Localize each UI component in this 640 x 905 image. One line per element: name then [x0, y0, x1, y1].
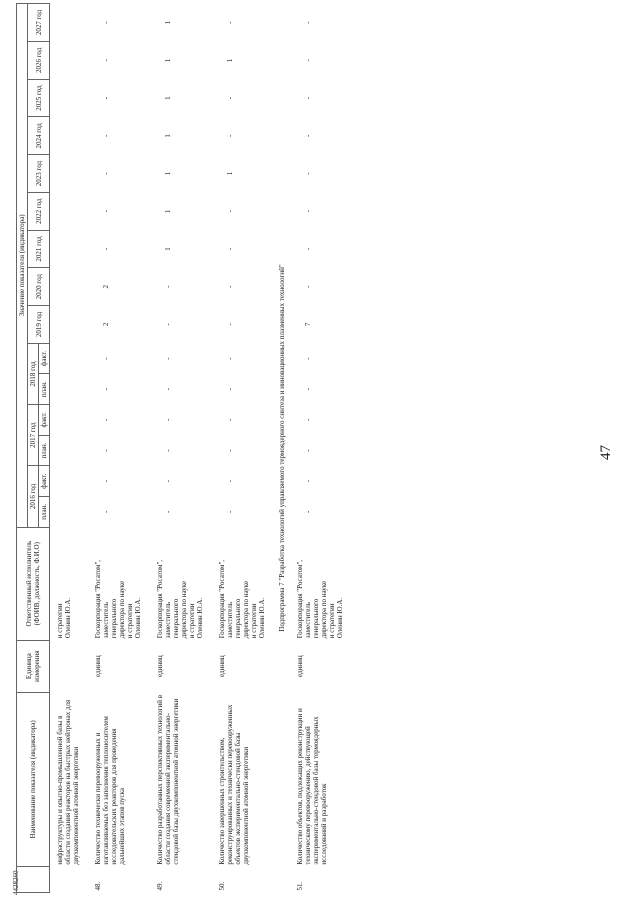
value-cell: -	[226, 357, 234, 360]
row-number: 48.	[94, 881, 102, 891]
value-cell: -	[102, 59, 110, 62]
header-year-2016: 2016 год	[28, 466, 39, 527]
responsible-cell: Госкорпорация "Росатом", заместитель генерального директора по науке и стратегии Оленин Ю.А.	[218, 559, 266, 639]
value-cell: -	[102, 247, 110, 251]
value-cell: 1	[164, 171, 172, 176]
value-cell	[50, 4, 89, 42]
row-number: 50.	[218, 881, 226, 891]
header-number	[17, 867, 50, 893]
value-cell: -	[102, 479, 110, 483]
value-cell: -	[102, 418, 110, 422]
value-cell: -	[102, 96, 110, 100]
value-cell: -	[164, 323, 172, 326]
value-cell: -	[304, 285, 312, 288]
value-cell: -	[102, 172, 110, 175]
value-cell: -	[226, 479, 234, 483]
value-cell	[50, 306, 89, 344]
value-cell: 1	[164, 134, 172, 138]
table-row	[50, 4, 89, 893]
header-plan: план.	[39, 374, 50, 405]
unit-cell: единиц	[218, 655, 226, 677]
unit-cell	[50, 640, 89, 692]
value-cell: -	[226, 247, 234, 251]
row-number: 49.	[156, 881, 164, 891]
header-plan: план.	[39, 496, 50, 527]
value-cell: -	[226, 285, 234, 288]
header-year: 2022 год	[28, 192, 50, 230]
header-unit: Единица измерения	[17, 640, 50, 692]
indicator-name: Количество разработанных перспективных технологий в области создания современной экспериментально-стендовой базы двухкомпонентной атомной энергетики	[156, 694, 180, 865]
header-year: 2021 год	[28, 230, 50, 268]
value-cell: -	[164, 418, 172, 422]
value-cell: -	[304, 449, 312, 452]
value-cell	[50, 405, 89, 436]
indicator-name: инфраструктуры и опытно-промышленной базы в области создания реакторов на быстрых нейтронах для двухкомпонентной атомной энергетики	[56, 699, 80, 865]
unit-cell: единиц	[156, 655, 164, 677]
header-year: 2023 год	[28, 155, 50, 193]
responsible-cell: Госкорпорация "Росатом", заместитель генерального директора по науке и стратегии Оленин Ю.А.	[156, 559, 204, 639]
value-cell: -	[226, 210, 234, 213]
value-cell	[50, 268, 89, 306]
value-cell	[50, 42, 89, 80]
value-cell: -	[164, 285, 172, 288]
row-number: 51.	[296, 881, 304, 891]
value-cell: 1	[164, 96, 172, 100]
header-year: 2024 год	[28, 117, 50, 155]
value-cell: -	[226, 134, 234, 137]
value-cell: -	[304, 510, 312, 513]
value-cell: -	[226, 418, 234, 422]
header-year: 2025 год	[28, 79, 50, 117]
value-cell: 1	[164, 209, 172, 213]
responsible-cell: и стратегии Оленин Ю.А.	[56, 597, 72, 639]
indicator-table	[16, 3, 352, 893]
header-fact: факт.	[39, 466, 50, 497]
value-cell: -	[164, 449, 172, 452]
value-cell: -	[304, 59, 312, 62]
value-cell: -	[304, 357, 312, 360]
value-cell: -	[164, 357, 172, 360]
value-cell: -	[102, 210, 110, 213]
table-row	[290, 4, 352, 893]
header-fact: факт.	[39, 405, 50, 436]
value-cell	[50, 155, 89, 193]
value-cell: -	[304, 172, 312, 175]
value-cell	[50, 496, 89, 527]
value-cell	[50, 192, 89, 230]
value-cell: -	[102, 449, 110, 452]
table-row	[150, 4, 212, 893]
header-year: 2026 год	[28, 42, 50, 80]
indicator-name: Количество технически перевооруженных и изготавливаемых без заполнения теплоносителем исследовательских реакторов для проведения дальнейших этапов пуска	[94, 716, 126, 865]
indicator-name: Количество объектов, подлежащих реконструкции и техническому перевооружению, действующей экспериментально-стендовой базы термоядерных исследований и разработок	[296, 708, 328, 865]
table-row	[88, 4, 150, 893]
indicator-name: Количество завершенных строительством, реконструированных и технически перевооруженных объектов экспериментально-стендовой базы двухкомпонентной атомной энергетики	[218, 704, 250, 865]
value-cell: 1	[164, 247, 172, 251]
value-cell: 7	[304, 322, 312, 327]
value-cell: -	[226, 388, 234, 391]
value-cell: -	[102, 134, 110, 137]
header-year-2017: 2017 год	[28, 405, 39, 466]
header-year-2018: 2018 год	[28, 343, 39, 404]
value-cell: 1	[164, 58, 172, 63]
header-year: 2019 год	[28, 306, 50, 344]
unit-cell: единиц	[94, 655, 102, 677]
value-cell	[50, 230, 89, 268]
value-cell: -	[226, 510, 234, 513]
header-fact: факт.	[39, 343, 50, 374]
value-cell: 1	[226, 58, 234, 63]
subprogram-row	[274, 4, 290, 893]
value-cell	[50, 374, 89, 405]
value-cell: -	[304, 96, 312, 100]
value-cell: -	[304, 210, 312, 213]
value-cell: -	[304, 388, 312, 391]
value-cell: -	[102, 357, 110, 360]
value-cell: -	[304, 21, 312, 24]
table-row	[212, 4, 274, 893]
value-cell: -	[164, 388, 172, 391]
value-cell: -	[304, 418, 312, 422]
responsible-cell: Госкорпорация "Росатом", заместитель генерального директора по науке и стратегии Оленин Ю.А.	[296, 559, 344, 639]
value-cell	[50, 79, 89, 117]
header-year: 2027 год	[28, 4, 50, 42]
header-plan: план.	[39, 435, 50, 466]
value-cell: -	[102, 21, 110, 24]
value-cell: -	[304, 479, 312, 483]
value-cell: -	[164, 510, 172, 513]
value-cell: 2	[102, 322, 110, 327]
value-cell: -	[226, 96, 234, 100]
value-cell: -	[102, 388, 110, 391]
value-cell: 1	[164, 20, 172, 25]
value-cell	[50, 343, 89, 374]
value-cell: 2	[102, 284, 110, 289]
value-cell: -	[304, 247, 312, 251]
unit-cell: единиц	[296, 655, 304, 677]
value-cell	[50, 435, 89, 466]
value-cell: -	[304, 134, 312, 137]
header-responsible: Ответственный исполнитель (ФОИВ, должность, Ф.И.О)	[17, 527, 50, 640]
responsible-cell: Госкорпорация "Росатом", заместитель генерального директора по науке и стратегии Оленин Ю.А.	[94, 559, 142, 639]
header-values: Значение показателя (индикатора)	[17, 4, 28, 528]
subprogram-title: Подпрограмма 7 "Разработка технологий управляемого термоядерного синтеза и инновационных плазменных технологий"	[278, 264, 286, 632]
document-id: 4428260	[12, 870, 20, 895]
header-year: 2020 год	[28, 268, 50, 306]
value-cell: -	[226, 21, 234, 24]
value-cell: -	[102, 510, 110, 513]
value-cell: -	[164, 479, 172, 483]
page-number: 47	[598, 445, 614, 460]
header-name: Наименование показателя (индикатора)	[17, 692, 50, 866]
value-cell: -	[226, 323, 234, 326]
value-cell	[50, 466, 89, 497]
value-cell	[50, 117, 89, 155]
value-cell: -	[226, 449, 234, 452]
value-cell: 1	[226, 171, 234, 176]
row-number	[50, 867, 89, 893]
